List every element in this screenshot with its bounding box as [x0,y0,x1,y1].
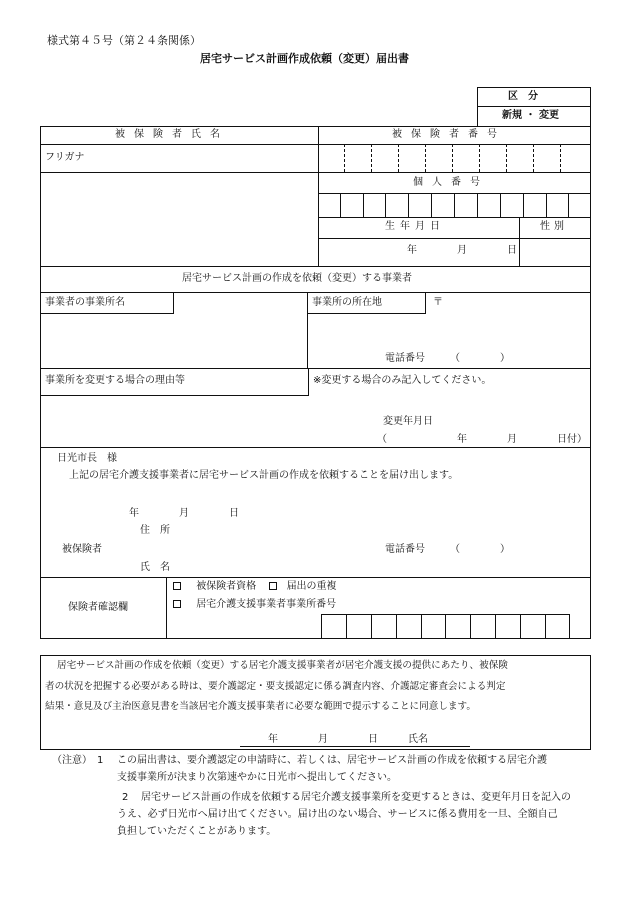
insured-label: 被保険者 [62,544,102,555]
change-reason-field[interactable] [44,398,344,444]
insured-number-field[interactable] [320,146,588,171]
consent-line-3: 結果・意見及び主治医意見書を当該居宅介護支援事業者に必要な範囲で提示することに同意します。 [45,701,476,712]
note-2-line-3: 負担していただくことがあります。 [117,826,277,837]
change-reason-label: 事業所を変更する場合の理由等 [45,375,185,386]
note-1-number: 1 [97,755,104,766]
note-1-line-1: この届出書は、要介護認定の申請時に、若しくは、居宅サービス計画の作成を依頼する居宅介護 [117,755,547,766]
consent-line-1: 居宅サービス計画の作成を依頼（変更）する居宅介護支援事業者が居宅介護支援の提供にあたり、被保険 [57,660,508,671]
check-office-number[interactable]: 居宅介護支援事業者事業所番号 [173,600,336,610]
furigana-label: フリガナ [45,152,85,163]
personal-number-field[interactable] [320,195,588,216]
insured-name-header: 被保険者氏名 [115,129,229,140]
notes-label: （注意） [52,755,92,766]
declaration-phone-label[interactable]: 電話番号 （ ） [385,544,510,555]
office-name-field[interactable] [44,316,304,366]
sex-header: 性別 [540,221,568,232]
declaration-date[interactable]: 年 月 日 [129,508,239,519]
classification-label: 区 分 [508,91,538,102]
dob-value[interactable]: 年 月 日 [407,245,517,256]
consent-signature-line[interactable]: 年 月 日 氏名 [268,734,428,745]
checkbox-icon[interactable] [173,600,181,608]
office-number-boxes[interactable] [321,614,570,639]
addressee: 日光市長 様 [57,453,117,464]
change-date-value[interactable]: （ 年 月 日付） [377,434,587,445]
postal-mark: 〒 [433,297,443,308]
checkbox-icon[interactable] [269,582,277,590]
checkbox-icon[interactable] [173,582,181,590]
name-label: 氏 名 [140,562,170,573]
note-2-line-2: うえ、必ず日光市へ届け出てください。届け出のない場合、サービスに係る費用を一旦、全額自己 [117,809,558,820]
office-name-label: 事業者の事業所名 [45,297,125,308]
change-note: ※変更する場合のみ記入してください。 [313,375,492,386]
dob-header: 生年月日 [385,221,445,232]
insured-number-header: 被保険者番号 [392,129,506,140]
insured-name-field[interactable] [44,175,314,263]
office-phone-label[interactable]: 電話番号 （ ） [385,353,510,364]
form-title: 居宅サービス計画作成依頼（変更）届出書 [200,52,409,65]
form-number: 様式第４５号（第２４条関係） [47,34,201,47]
change-date-label: 変更年月日 [383,416,433,427]
consent-line-2: 者の状況を把握する必要がある時は、要介護認定・要支援認定に係る調査内容、介護認定審査会による判定 [45,681,506,692]
note-1-line-2: 支援事業所が決まり次第速やかに日光市へ提出してください。 [117,772,397,783]
office-address-label: 事業所の所在地 [312,297,382,308]
office-address-field[interactable] [310,316,588,350]
insurer-check-label: 保険者確認欄 [68,602,128,613]
note-2-number: 2 [122,792,129,803]
personal-number-header: 個人番号 [413,177,489,188]
provider-section-title: 居宅サービス計画の作成を依頼（変更）する事業者 [182,273,412,284]
declaration-statement: 上記の居宅介護支援事業者に居宅サービス計画の作成を依頼することを届け出します。 [69,470,459,481]
check-qualification[interactable]: 被保険者資格 届出の重複 [173,582,337,592]
classification-value[interactable]: 新規 ・ 変更 [502,110,559,121]
note-2-line-1: 居宅サービス計画の作成を依頼する居宅介護支援事業所を変更するときは、変更年月日を記入の [141,792,571,803]
sex-field[interactable] [521,240,589,265]
address-label: 住 所 [140,525,170,536]
